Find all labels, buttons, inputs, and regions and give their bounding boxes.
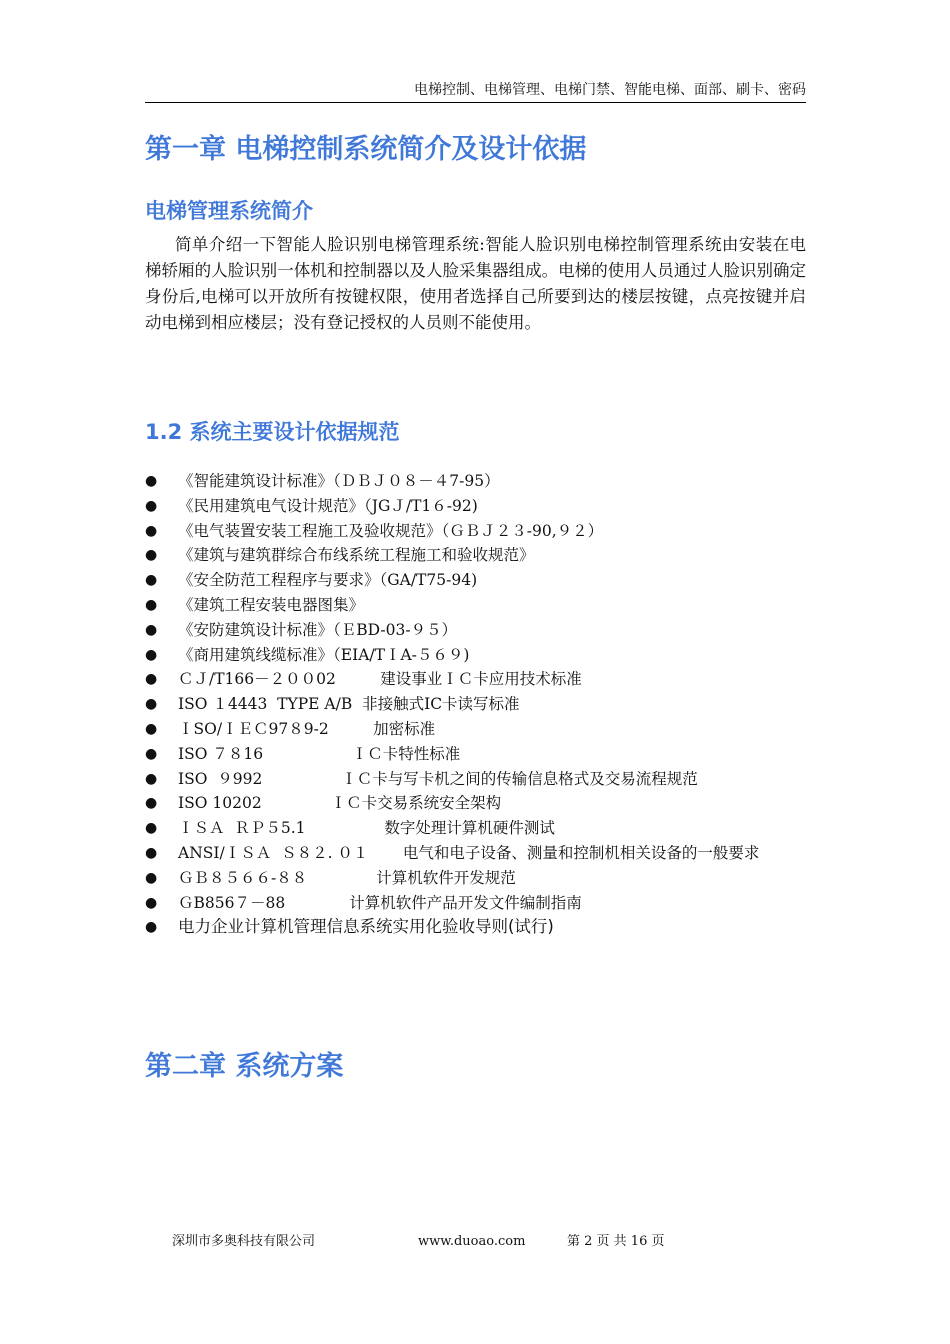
list-item: ● 《商用建筑线缆标准》（EIA/TＩA-５６９) xyxy=(145,643,825,668)
list-item: ● 《民用建筑电气设计规范》（JGＪ/T1６-92) xyxy=(145,494,825,519)
list-item: ● ISO ７８16 ＩＣ卡特性标准 xyxy=(145,742,825,767)
bullet-icon: ● xyxy=(145,671,158,688)
bullet-icon: ● xyxy=(145,522,158,539)
bullet-icon: ● xyxy=(145,770,158,787)
bullet-icon: ● xyxy=(145,919,158,936)
bullet-icon: ● xyxy=(145,869,158,886)
list-item: ● 《电气装置安装工程施工及验收规范》（ＧＢＪ２３-90,９２） xyxy=(145,519,825,544)
list-item: ● 《建筑与建筑群综合布线系统工程施工和验收规范》 xyxy=(145,543,825,568)
bullet-icon: ● xyxy=(145,473,158,489)
bullet-icon: ● xyxy=(145,720,158,737)
bullet-icon: ● xyxy=(145,844,158,861)
bullet-icon: ● xyxy=(145,820,158,837)
list-item: ● ISO ９992 ＩＣ卡与写卡机之间的传输信息格式及交易流程规范 xyxy=(145,767,825,792)
bullet-icon: ● xyxy=(145,795,158,812)
bullet-icon: ● xyxy=(145,497,158,514)
footer-company: 深圳市多奥科技有限公司 xyxy=(172,1234,316,1249)
list-item: ● 电力企业计算机管理信息系统实用化验收导则(试行) xyxy=(145,915,825,940)
footer-page-number: 第 2 页 共 16 页 xyxy=(567,1234,665,1249)
list-item: ● ISO １4443 TYPE A/B 非接触式IC卡读写标准 xyxy=(145,692,825,717)
list-item: ● ＧＢ８５６６-８８ 计算机软件开发规范 xyxy=(145,866,825,891)
bullet-icon: ● xyxy=(145,745,158,762)
bullet-icon: ● xyxy=(145,621,158,638)
bullet-icon: ● xyxy=(145,572,158,589)
bullet-icon: ● xyxy=(145,596,158,613)
list-item: ● 《安防建筑设计标准》（ＥBD-03-９５） xyxy=(145,618,825,643)
header-keywords: 电梯控制、电梯管理、电梯门禁、智能电梯、面部、刷卡、密码 xyxy=(414,82,806,98)
list-item: ● 《建筑工程安装电器图集》 xyxy=(145,593,825,618)
section-intro-body: 简单介绍一下智能人脸识别电梯管理系统:智能人脸识别电梯控制管理系统由安装在电梯轿厢的人脸识别一体机和控制器以及人脸采集器组成。电梯的使用人员通过人脸识别确定身份后,电梯可以开放所有按键权限，使用者选择自己所要到达的楼层按键，点亮按键并启动电梯到相应楼层；没有登记授权的人员则不能使用。 xyxy=(145,235,806,332)
list-item: ● ＣＪ/T166－２００02 建设事业ＩＣ卡应用技术标准 xyxy=(145,667,825,692)
standards-list xyxy=(145,469,825,940)
list-item: ● ＩＳＡ ＲＰ５5.1 数字处理计算机硬件测试 xyxy=(145,816,825,841)
list-item: ● ＩSO/ＩＥＣ97８9-2 加密标准 xyxy=(145,717,825,742)
section-standards-title: 1.2 系统主要设计依据规范 xyxy=(145,420,400,444)
chapter-1-title: 第一章 电梯控制系统简介及设计依据 xyxy=(145,134,587,165)
list-item: ● ISO 10202 ＩＣ卡交易系统安全架构 xyxy=(145,791,825,816)
section-intro-title: 电梯管理系统简介 xyxy=(145,199,313,223)
list-item: ● 《智能建筑设计标准》（ＤＢＪ０８－４7-95） xyxy=(145,469,825,494)
bullet-icon: ● xyxy=(145,696,158,713)
list-item: ● ＧB856７－88 计算机软件产品开发文件编制指南 xyxy=(145,891,825,916)
footer-url: www.duoao.com xyxy=(418,1234,526,1249)
bullet-icon: ● xyxy=(145,646,158,663)
list-item: ● 《安全防范工程程序与要求》（GA/T75-94) xyxy=(145,568,825,593)
running-header xyxy=(145,80,806,103)
chapter-2-title: 第二章 系统方案 xyxy=(145,1051,344,1082)
list-item: ● ANSI/ＩＳＡ Ｓ８２. ０１ 电气和电子设备、测量和控制机相关设备的一般要求 xyxy=(145,841,825,866)
bullet-icon: ● xyxy=(145,894,158,911)
bullet-icon: ● xyxy=(145,547,158,564)
